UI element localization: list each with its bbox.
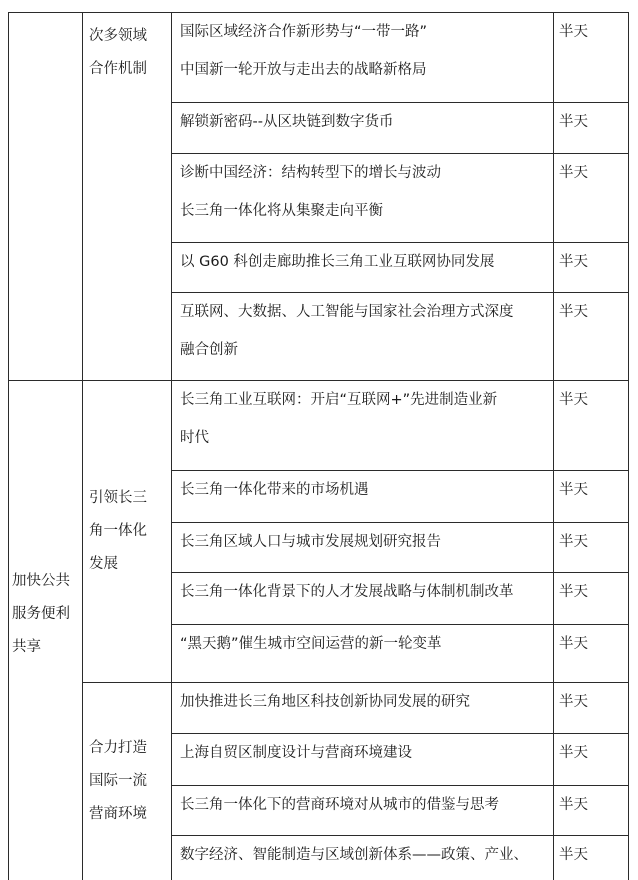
column-rule-3 bbox=[553, 12, 554, 880]
duration-cell: 半天 bbox=[559, 584, 588, 600]
topic-line: 数字经济、智能制造与区域创新体系——政策、产业、 bbox=[180, 847, 528, 863]
subcategory-line: 合作机制 bbox=[89, 61, 147, 77]
category-line: 加快公共 bbox=[12, 572, 70, 589]
duration-cell: 半天 bbox=[559, 534, 588, 550]
duration-cell: 半天 bbox=[559, 797, 588, 813]
subcategory-line: 发展 bbox=[89, 555, 118, 572]
duration-cell: 半天 bbox=[559, 165, 588, 181]
duration-cell: 半天 bbox=[559, 254, 588, 270]
subcategory-line: 国际一流 bbox=[89, 772, 147, 789]
topic-line: 融合创新 bbox=[180, 342, 238, 358]
category-line: 服务便利 bbox=[12, 605, 70, 622]
topic-line: 诊断中国经济：结构转型下的增长与波动 bbox=[180, 165, 441, 181]
duration-cell: 半天 bbox=[559, 392, 588, 408]
topic-line: 上海自贸区制度设计与营商环境建设 bbox=[180, 745, 412, 761]
topic-line: 中国新一轮开放与走出去的战略新格局 bbox=[180, 62, 427, 78]
subcategory-line: 营商环境 bbox=[89, 805, 147, 822]
topic-line: 以 G60 科创走廊助推长三角工业互联网协同发展 bbox=[180, 254, 495, 270]
topic-line: 长三角区域人口与城市发展规划研究报告 bbox=[180, 534, 441, 550]
subcategory-line: 合力打造 bbox=[89, 739, 147, 756]
duration-cell: 半天 bbox=[559, 114, 588, 130]
column-rule-2 bbox=[171, 12, 172, 880]
duration-cell: 半天 bbox=[559, 304, 588, 320]
topic-line: 长三角一体化下的营商环境对从城市的借鉴与思考 bbox=[180, 797, 499, 813]
duration-cell: 半天 bbox=[559, 482, 588, 498]
topic-line: 长三角一体化将从集聚走向平衡 bbox=[180, 203, 383, 219]
topic-line: 解锁新密码--从区块链到数字货币 bbox=[180, 114, 394, 130]
column-rule-4 bbox=[628, 12, 629, 880]
category-line: 共享 bbox=[12, 638, 41, 655]
subcategory-line: 角一体化 bbox=[89, 522, 147, 539]
topic-line: 长三角工业互联网：开启“互联网+”先进制造业新 bbox=[180, 392, 498, 408]
subcategory-line: 引领长三 bbox=[89, 489, 147, 506]
topic-line: 互联网、大数据、人工智能与国家社会治理方式深度 bbox=[180, 304, 514, 320]
subcategory-line: 次多领域 bbox=[89, 28, 147, 44]
column-rule-1 bbox=[82, 12, 83, 880]
topic-line: 时代 bbox=[180, 430, 209, 446]
duration-cell: 半天 bbox=[559, 847, 588, 863]
topic-line: “黑天鹅”催生城市空间运营的新一轮变革 bbox=[180, 636, 442, 652]
topic-line: 国际区域经济合作新形势与“一带一路” bbox=[180, 24, 428, 40]
duration-cell: 半天 bbox=[559, 745, 588, 761]
duration-cell: 半天 bbox=[559, 636, 588, 652]
topic-line: 长三角一体化背景下的人才发展战略与体制机制改革 bbox=[180, 584, 514, 600]
topic-line: 加快推进长三角地区科技创新协同发展的研究 bbox=[180, 694, 470, 710]
topic-line: 长三角一体化带来的市场机遇 bbox=[180, 482, 369, 498]
duration-cell: 半天 bbox=[559, 24, 588, 40]
column-rule-0 bbox=[8, 12, 9, 880]
duration-cell: 半天 bbox=[559, 694, 588, 710]
